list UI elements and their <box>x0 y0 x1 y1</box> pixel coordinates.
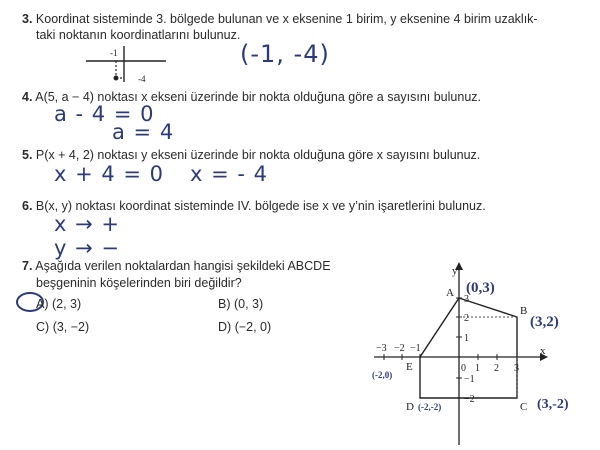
x-tick-label: 3 <box>514 363 519 374</box>
sketch-label-y: -4 <box>138 74 146 84</box>
option-a[interactable]: A) (2, 3) <box>36 297 82 311</box>
x-tick-label: −3 <box>376 343 387 354</box>
x-tick-label: 2 <box>494 363 499 374</box>
hw-coord-b: (3,2) <box>530 314 559 330</box>
q4-work-line2: a = 4 <box>112 120 175 144</box>
x-tick-label: −1 <box>410 343 421 354</box>
question-text: Koordinat sisteminde 3. bölgede bulunan ve x eksenine 1 birim, y eksenine 4 birim uzaklık- <box>35 12 538 26</box>
y-tick-label: 2 <box>464 313 469 324</box>
y-tick-label: −1 <box>464 374 475 385</box>
q6-work-line1: x → + <box>54 212 120 236</box>
axis-x-label: x <box>540 345 546 357</box>
hw-coord-c: (3,-2) <box>537 397 569 412</box>
vertex-label-d: D <box>406 401 414 413</box>
x-tick-label: 0 <box>461 363 466 374</box>
question-7: 7. Aşağıda verilen noktalardan hangisi şekildeki ABCDE <box>22 259 331 273</box>
vertex-label-a: A <box>446 287 454 299</box>
y-tick-label: −2 <box>464 394 475 405</box>
x-tick-label: −2 <box>394 343 405 354</box>
q3-answer: (-1, -4) <box>240 40 330 68</box>
question-text: Aşağıda verilen noktalardan hangisi şekildeki ABCDE <box>35 259 331 273</box>
question-6: 6. B(x, y) noktası koordinat sisteminde IV. bölgede ise x ve y’nin işaretlerini bulunuz. <box>22 199 486 213</box>
q5-work-line1: x + 4 = 0 <box>54 162 165 186</box>
axis-y-label: y <box>452 265 458 277</box>
question-text: B(x, y) noktası koordinat sisteminde IV. bölgede ise x ve y’nin işaretlerini bulunuz. <box>35 199 486 213</box>
coordinate-graph <box>362 260 597 450</box>
question-text: P(x + 4, 2) noktası y ekseni üzerinde bir nokta olduğuna göre x sayısını bulunuz. <box>35 148 481 162</box>
sketch-label-x: -1 <box>110 48 118 58</box>
hw-coord-e: (-2,0) <box>372 370 393 380</box>
vertex-label-e: E <box>406 361 413 373</box>
question-3-line2: taki noktanın koordinatlarını bulunuz. <box>36 28 241 42</box>
question-5: 5. P(x + 4, 2) noktası y ekseni üzerinde bir nokta olduğuna göre x sayısını bulunuz. <box>22 148 481 162</box>
question-4: 4. A(5, a − 4) noktası x ekseni üzerinde bir nokta olduğuna göre a sayısını bulunuz. <box>22 90 481 104</box>
question-number: 3. <box>22 12 33 26</box>
question-text: A(5, a − 4) noktası x ekseni üzerinde bir nokta olduğuna göre a sayısını bulunuz. <box>35 90 481 104</box>
y-tick-label: 3 <box>464 294 469 305</box>
option-d[interactable]: D) (−2, 0) <box>218 320 272 334</box>
q4-work-line1: a - 4 = 0 <box>54 102 155 126</box>
hw-coord-a: (0,3) <box>466 280 495 296</box>
q5-work-line2: x = - 4 <box>190 162 268 186</box>
x-tick-label: 1 <box>475 363 480 374</box>
q6-work-line2: y → − <box>54 236 120 260</box>
vertex-label-c: C <box>520 401 528 413</box>
y-tick-label: 1 <box>464 333 469 344</box>
option-b[interactable]: B) (0, 3) <box>218 297 264 311</box>
question-3 <box>22 11 538 27</box>
question-7-line2: beşgeninin köşelerinden biri değildir? <box>36 276 242 290</box>
option-c[interactable]: C) (3, −2) <box>36 320 90 334</box>
q3-sketch-axes <box>86 44 176 84</box>
vertex-label-b: B <box>520 305 528 317</box>
hw-coord-d: (-2,-2) <box>418 402 442 412</box>
